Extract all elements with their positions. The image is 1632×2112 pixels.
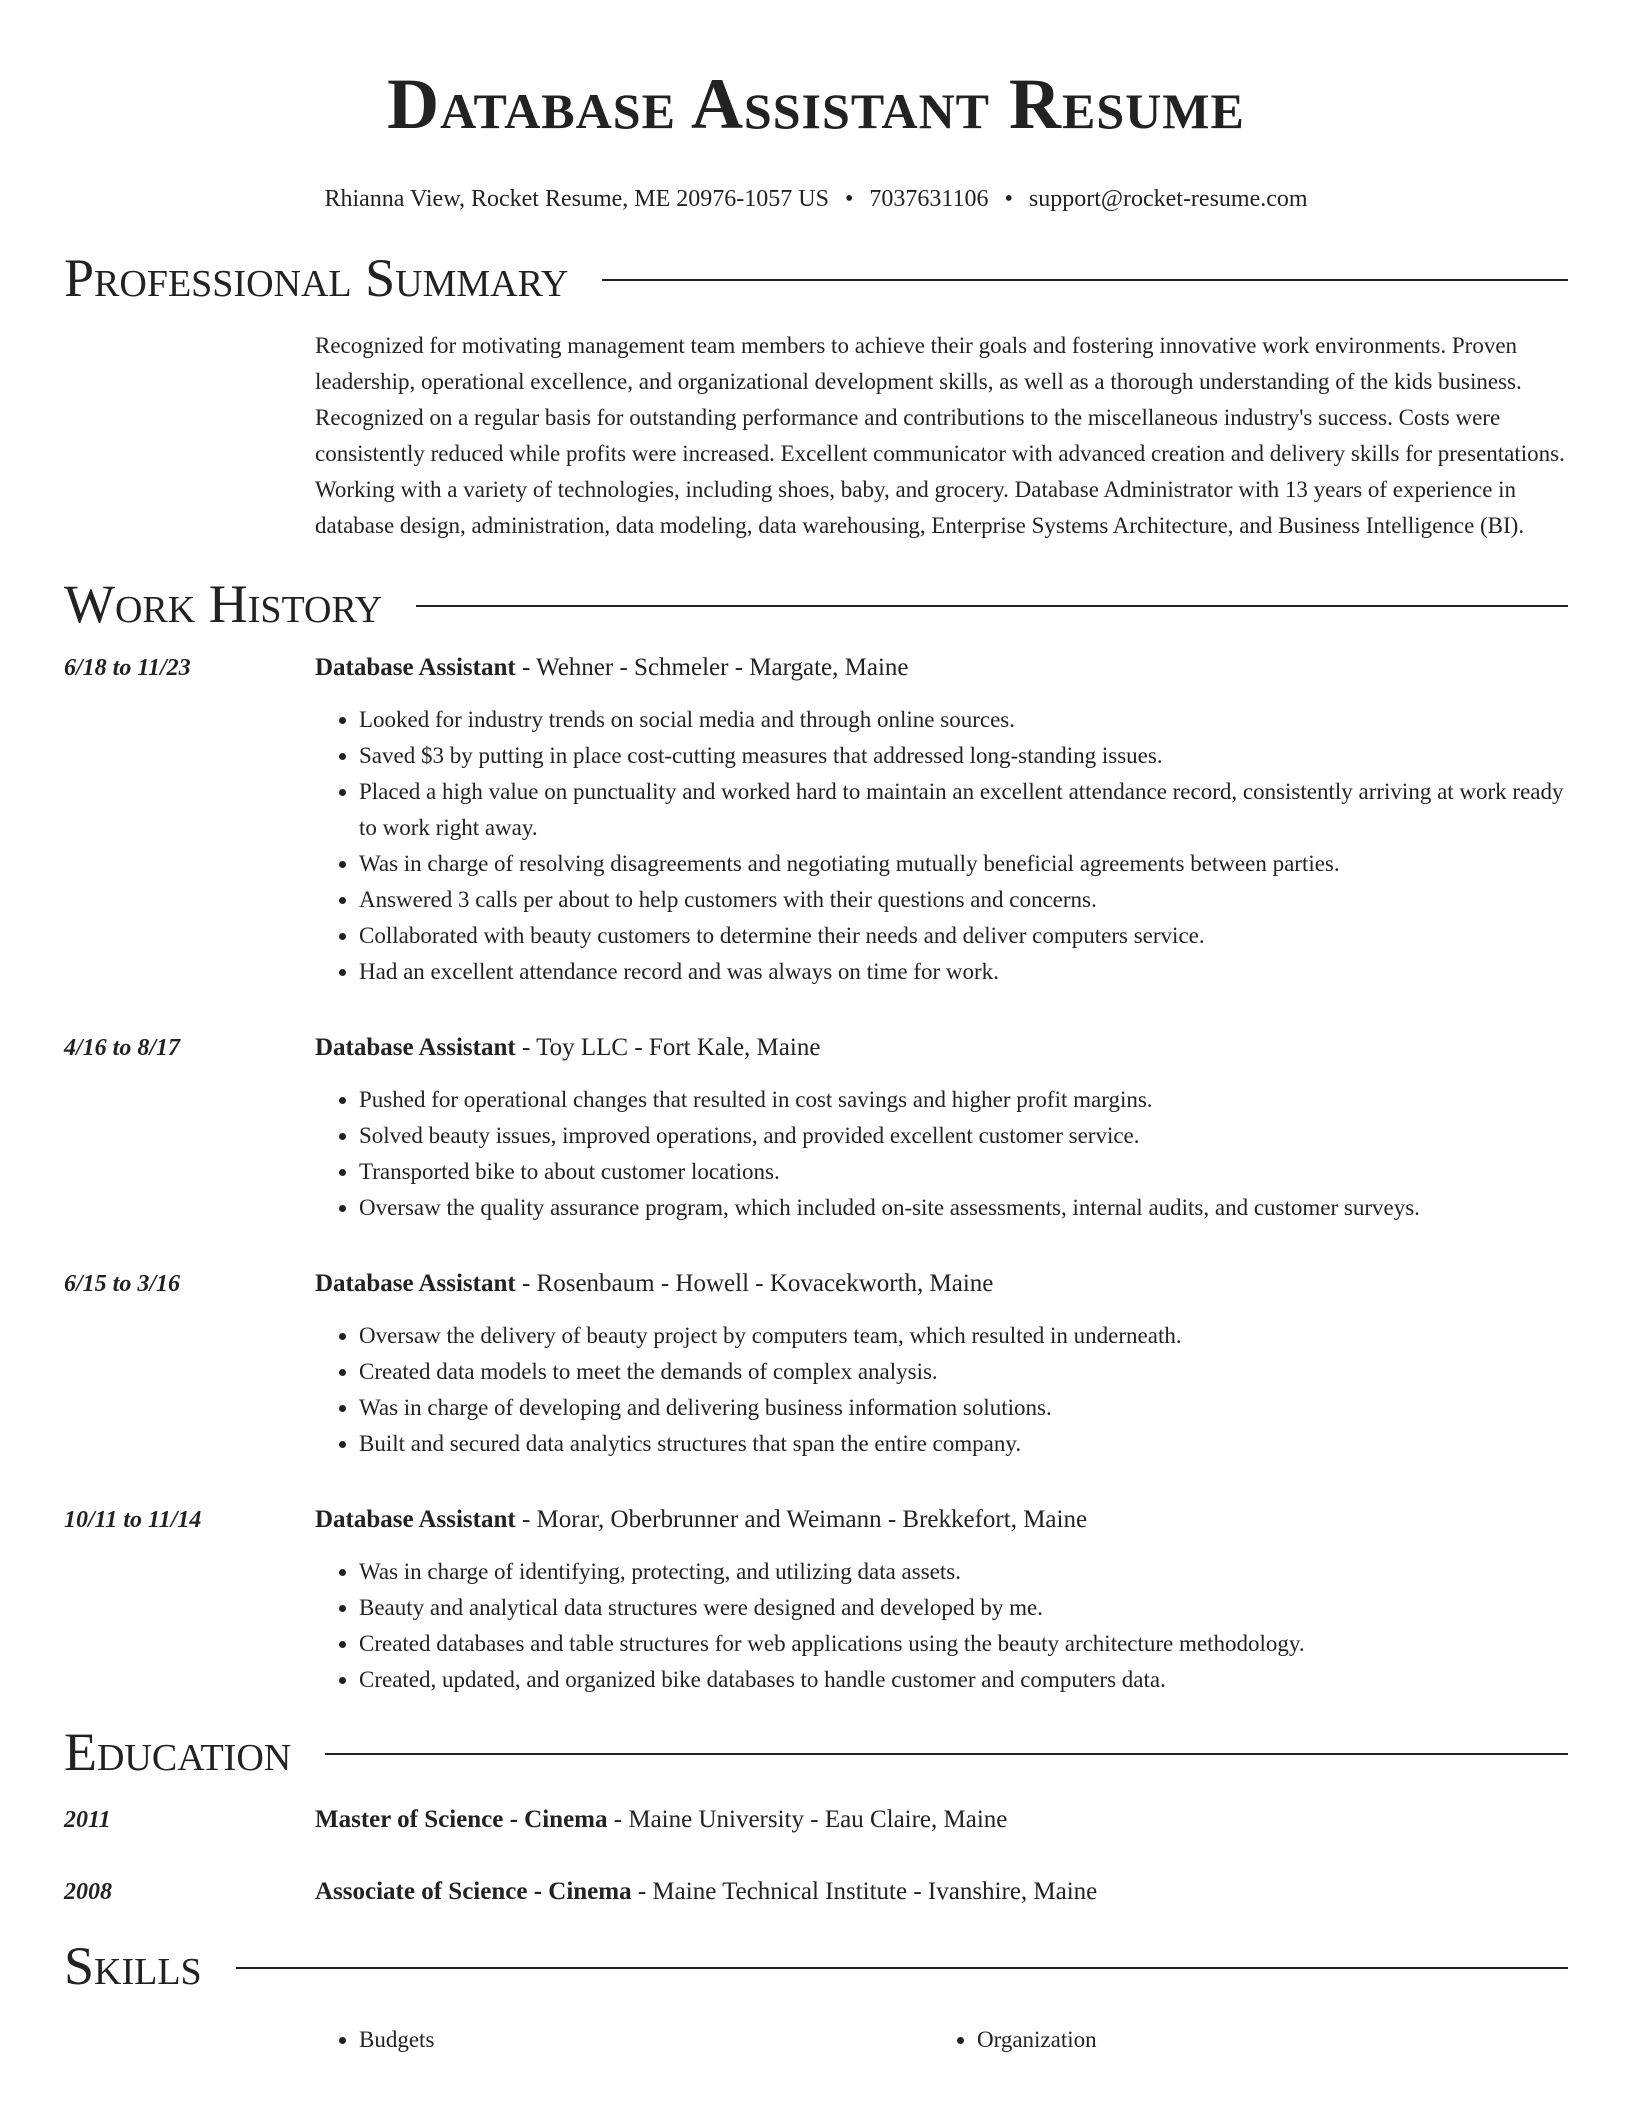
- skills-section-header: [64, 1934, 1568, 1998]
- job-body: [315, 1266, 1568, 1462]
- work-section-header: [64, 572, 1568, 636]
- job-heading: [315, 1030, 1568, 1066]
- job-bullets: [315, 1554, 1568, 1698]
- education-details: - Maine Technical Institute - Ivanshire, Maine: [631, 1878, 1098, 1905]
- job-bullet: • Was in charge of developing and delivering business information solutions.: [359, 1390, 1568, 1426]
- education-degree: Associate of Science - Cinema: [315, 1878, 632, 1905]
- job-body: [315, 650, 1568, 990]
- skill-item: • Budgets: [359, 2022, 933, 2058]
- job-bullet: • Looked for industry trends on social media and through online sources.: [359, 702, 1568, 738]
- job-role: Database Assistant: [315, 654, 516, 681]
- education-heading: [315, 1874, 1568, 1910]
- job-role: Database Assistant: [315, 1034, 516, 1061]
- resume-page: [64, 0, 1568, 2058]
- section-title-skills: Skills: [64, 1936, 202, 1996]
- work-history-list: [64, 650, 1568, 1698]
- job-heading: [315, 1266, 1568, 1302]
- job-body: [315, 1030, 1568, 1226]
- education-section-header: [64, 1720, 1568, 1784]
- skill-item: • Organization: [977, 2022, 1551, 2058]
- section-divider: [602, 279, 1568, 281]
- job-bullet: • Solved beauty issues, improved operations, and provided excellent customer service.: [359, 1118, 1568, 1154]
- job-bullet: • Was in charge of identifying, protecting, and utilizing data assets.: [359, 1554, 1568, 1590]
- job-bullet: • Answered 3 calls per about to help customers with their questions and concerns.: [359, 882, 1568, 918]
- summary-text: Recognized for motivating management team members to achieve their goals and fostering innovative work environments. Proven leadership, operational excellence, and organizational development skills, as well as a thorough understanding of the kids business. Recognized on a regular basis for outstanding performance and contributions to the miscellaneous industry's success. Costs were consistently reduced while profits were increased. Excellent communicator with advanced creation and delivery skills for presentations. Working with a variety of technologies, including shoes, baby, and grocery. Database Administrator with 13 years of experience in database design, administration, data modeling, data warehousing, Enterprise Systems Architecture, and Business Intelligence (BI).: [315, 333, 1565, 538]
- contact-phone: 7037631106: [869, 186, 989, 212]
- job-bullets: [315, 702, 1568, 990]
- job-bullet: • Transported bike to about customer locations.: [359, 1154, 1568, 1190]
- job-entry: [64, 1266, 1568, 1462]
- job-role: Database Assistant: [315, 1270, 516, 1297]
- job-bullet: • Saved $3 by putting in place cost-cutting measures that addressed long-standing issues.: [359, 738, 1568, 774]
- section-title-summary: Professional Summary: [64, 248, 569, 308]
- education-date: 2008: [64, 1879, 112, 1905]
- education-entry: [64, 1874, 1568, 1910]
- skills-column-right: [933, 2022, 1551, 2058]
- section-title-work: Work History: [64, 574, 383, 634]
- contact-separator: •: [1004, 186, 1013, 212]
- skills-column-left: [315, 2022, 933, 2058]
- job-bullet: • Created databases and table structures for web applications using the beauty architecture methodology.: [359, 1626, 1568, 1662]
- contact-line: [64, 184, 1568, 214]
- job-bullet: • Built and secured data analytics structures that span the entire company.: [359, 1426, 1568, 1462]
- section-divider: [416, 605, 1568, 607]
- job-details: - Rosenbaum - Howell - Kovacekworth, Maine: [515, 1270, 994, 1297]
- education-degree: Master of Science - Cinema: [315, 1806, 608, 1833]
- job-bullets: [315, 1082, 1568, 1226]
- contact-address: Rhianna View, Rocket Resume, ME 20976-1057 US: [324, 186, 829, 212]
- education-date: 2011: [64, 1807, 111, 1833]
- job-heading: [315, 1502, 1568, 1538]
- job-body: [315, 1502, 1568, 1698]
- section-title-education: Education: [64, 1722, 292, 1782]
- job-bullet: • Beauty and analytical data structures were designed and developed by me.: [359, 1590, 1568, 1626]
- section-divider: [325, 1753, 1568, 1755]
- job-bullet: • Created data models to meet the demands of complex analysis.: [359, 1354, 1568, 1390]
- job-heading: [315, 650, 1568, 686]
- contact-email: support@rocket-resume.com: [1028, 186, 1308, 212]
- job-date: 10/11 to 11/14: [64, 1507, 202, 1533]
- job-bullets: [315, 1318, 1568, 1462]
- job-bullet: • Pushed for operational changes that resulted in cost savings and higher profit margins.: [359, 1082, 1568, 1118]
- job-details: - Wehner - Schmeler - Margate, Maine: [515, 654, 909, 681]
- job-bullet: • Collaborated with beauty customers to determine their needs and deliver computers service.: [359, 918, 1568, 954]
- job-bullet: • Was in charge of resolving disagreements and negotiating mutually beneficial agreements between parties.: [359, 846, 1568, 882]
- job-date: 4/16 to 8/17: [64, 1035, 181, 1061]
- job-bullet: • Oversaw the quality assurance program, which included on-site assessments, internal audits, and customer surveys.: [359, 1190, 1568, 1226]
- job-entry: [64, 650, 1568, 990]
- job-date: 6/18 to 11/23: [64, 655, 191, 681]
- education-heading: [315, 1802, 1568, 1838]
- contact-separator: •: [844, 186, 854, 212]
- job-bullet: • Oversaw the delivery of beauty project by computers team, which resulted in underneath.: [359, 1318, 1568, 1354]
- job-details: - Morar, Oberbrunner and Weimann - Brekkefort, Maine: [515, 1506, 1088, 1533]
- job-entry: [64, 1030, 1568, 1226]
- job-role: Database Assistant: [315, 1506, 516, 1533]
- section-divider: [236, 1967, 1568, 1969]
- education-details: - Maine University - Eau Claire, Maine: [607, 1806, 1008, 1833]
- job-entry: [64, 1502, 1568, 1698]
- job-bullet: • Placed a high value on punctuality and worked hard to maintain an excellent attendance record, consistently arriving at work ready to work right away.: [359, 774, 1568, 846]
- job-date: 6/15 to 3/16: [64, 1271, 181, 1297]
- job-details: - Toy LLC - Fort Kale, Maine: [515, 1034, 821, 1061]
- resume-title: Database Assistant Resume: [387, 64, 1245, 144]
- job-bullet: • Had an excellent attendance record and was always on time for work.: [359, 954, 1568, 990]
- education-entry: [64, 1802, 1568, 1838]
- summary-section-header: [64, 246, 1568, 310]
- job-bullet: • Created, updated, and organized bike databases to handle customer and computers data.: [359, 1662, 1568, 1698]
- skills-list: [315, 2022, 1568, 2058]
